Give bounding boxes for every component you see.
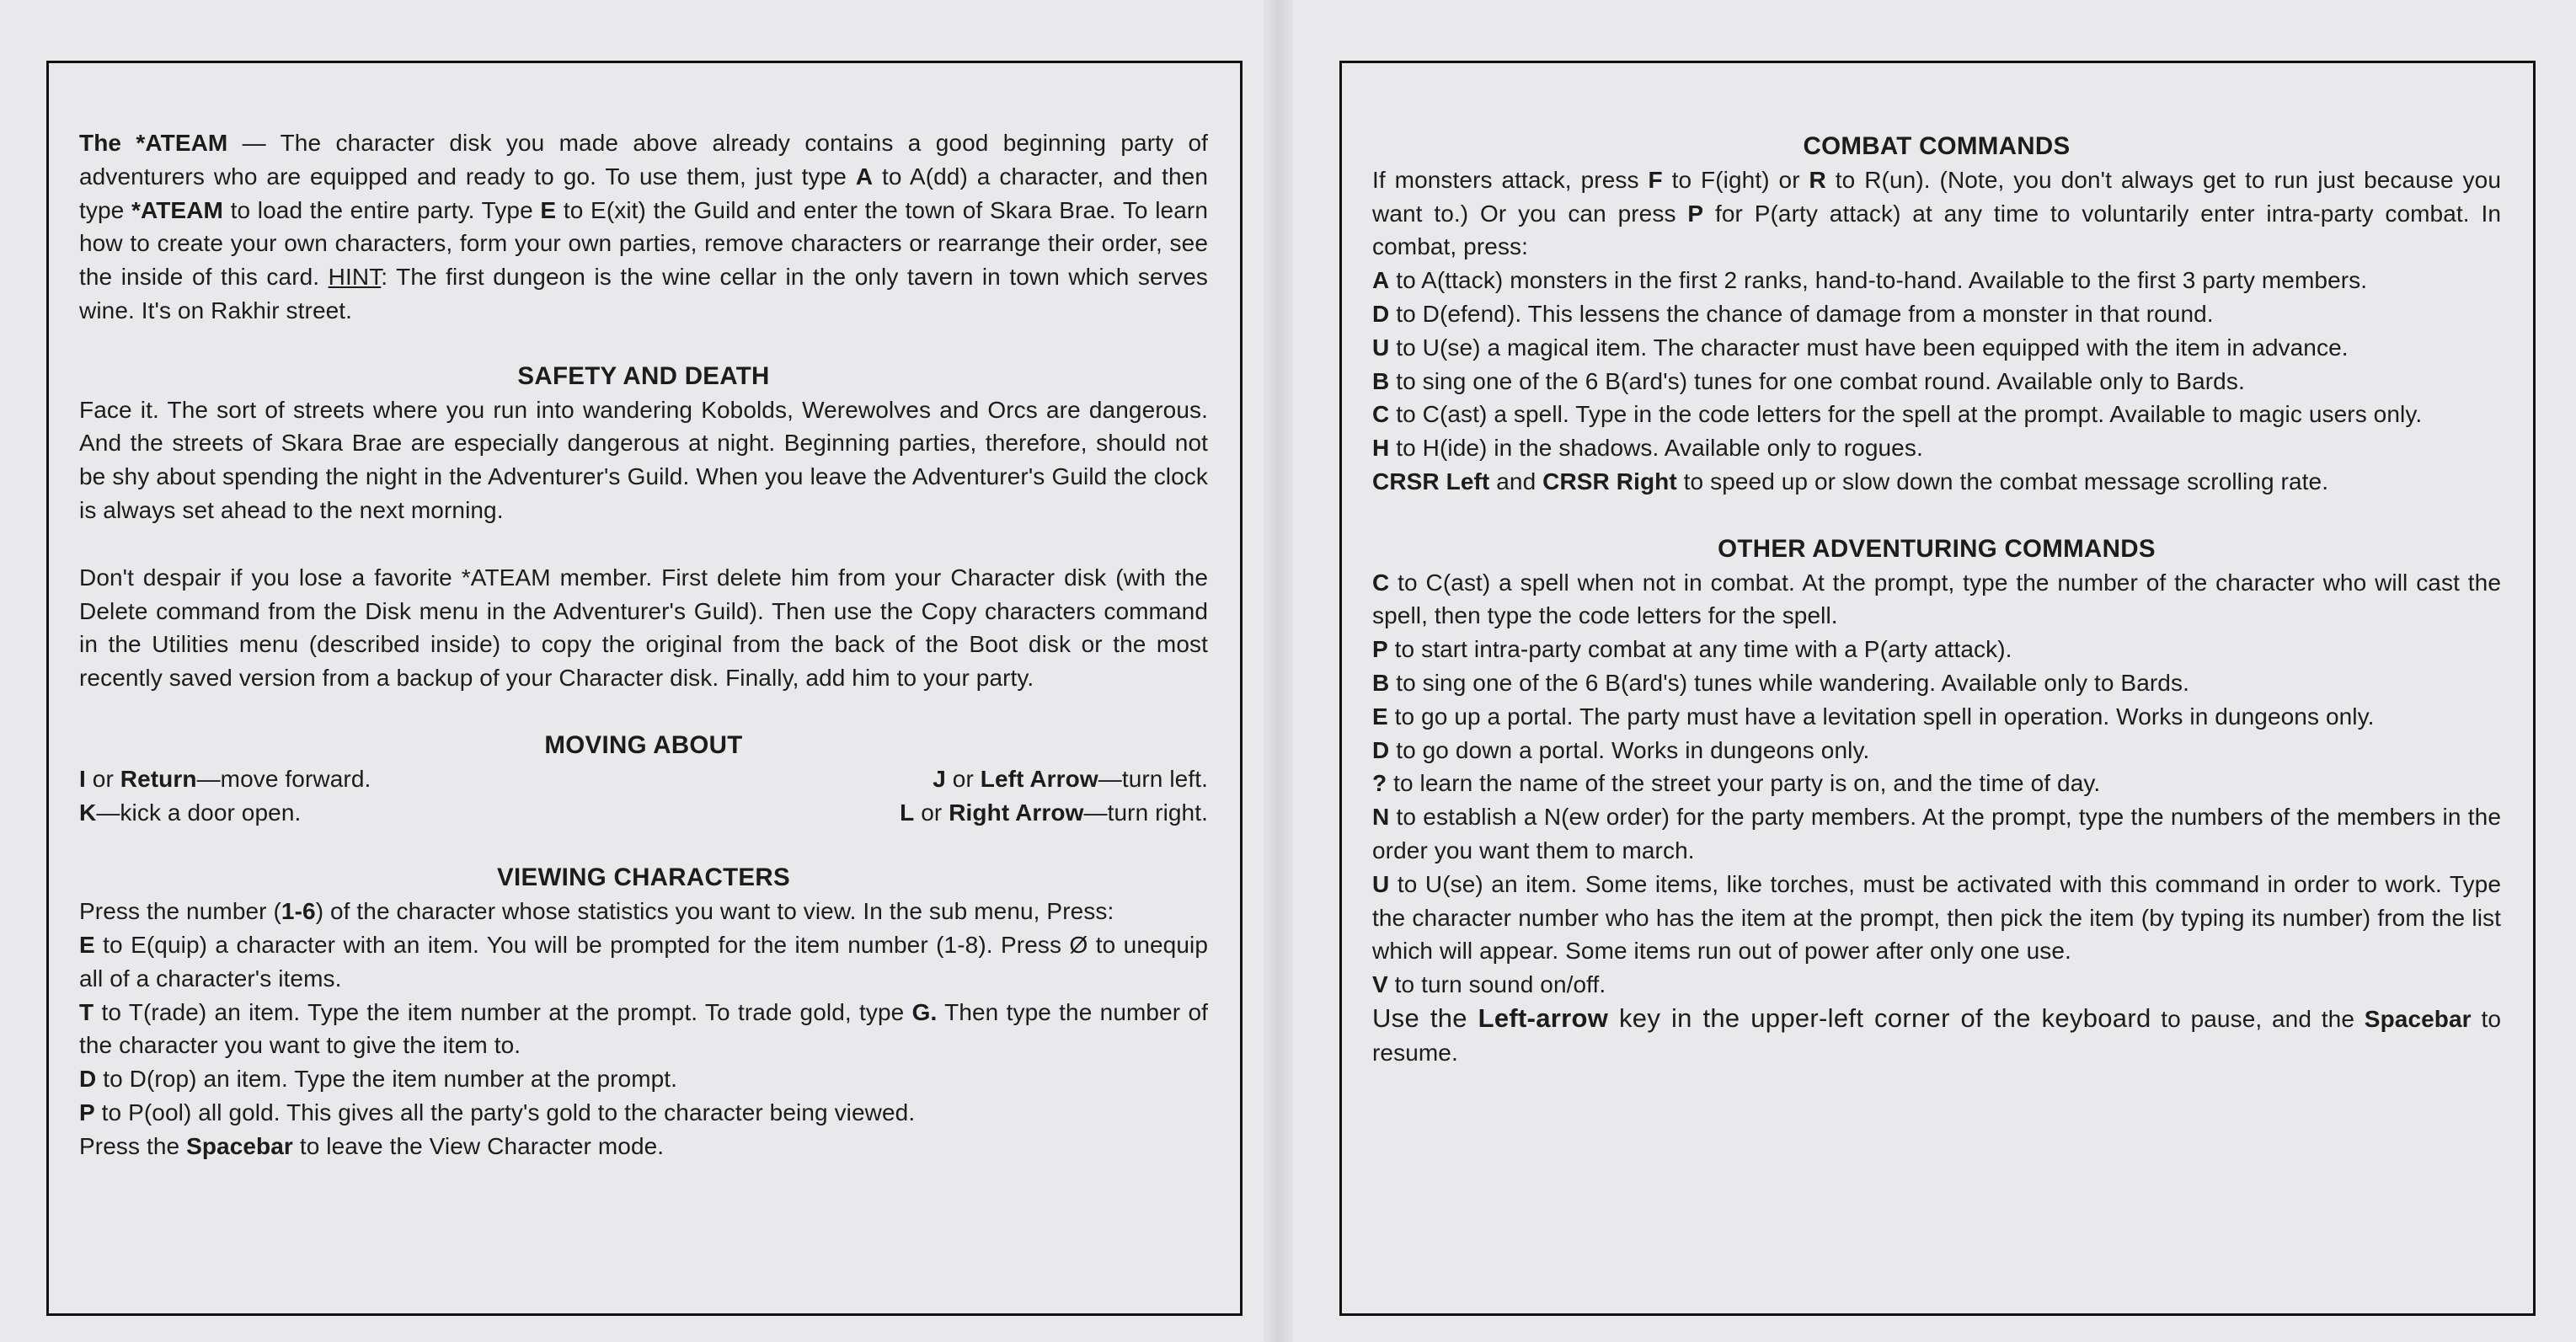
ateam-text: to load the entire party. Type (222, 196, 541, 223)
or-text: or (945, 765, 981, 792)
safety-paragraph-2: Don't despair if you lose a favorite *ATEAM member. First delete him from your Character disk (with the Delete command from the Disk menu in the Adventurer's Guild). Then use the Copy characters command in the Utilities menu (described inside) to copy the original from the back of the Boot disk or the most recently saved version from a backup of your Character disk. Finally, add him to your party. (79, 564, 1208, 692)
key-g: G. (911, 998, 938, 1025)
viewing-trade (79, 996, 1208, 1063)
other-portal-down (1372, 734, 2501, 767)
key-r: R (1809, 166, 1826, 193)
key-d: D (1372, 736, 1390, 763)
or-text: or (914, 799, 949, 826)
viewing-intro (79, 895, 1208, 928)
combat-bard (1372, 365, 2501, 398)
other-party (1372, 633, 2501, 666)
move-forward-text: —move forward. (196, 765, 371, 792)
moving-row-2 (79, 796, 1208, 830)
and-text: and (1489, 468, 1543, 495)
right-page-content (1372, 130, 2501, 1070)
key-a: A (855, 163, 874, 190)
combat-defend (1372, 297, 2501, 331)
use-text: to U(se) an item. Some items, like torches, must be activated with this command in order to work. Type the character number who has the item at the prompt, then pick the item (by typing its number) from the list which will appear. Some items run out of power after only one use. (1372, 870, 2501, 965)
crsr-text: to speed up or slow down the combat message scrolling rate. (1676, 468, 2329, 495)
safety-paragraph-1: Face it. The sort of streets where you run into wandering Kobolds, Werewolves and Orcs are dangerous. And the streets of Skara Brae are especially dangerous at night. Beginning parties, therefore, should not be shy about spending the night in the Adventurer's Guild. When you leave the Adventurer's Guild the clock is always set ahead to the next morning. (79, 396, 1208, 523)
key-p: P (1687, 200, 1704, 227)
combat-text: for P(arty attack) at any time to voluntarily enter intra-party combat. In combat, press: (1372, 200, 2502, 260)
key-spacebar: Spacebar (2364, 1005, 2472, 1032)
key-crsr-left: CRSR Left (1372, 468, 1490, 495)
combat-text: If monsters attack, press (1372, 166, 1649, 193)
key-left-arrow: Left-arrow (1478, 1002, 1609, 1033)
key-c: C (1372, 401, 1390, 428)
turn-left-text: —turn left. (1098, 765, 1208, 792)
viewing-spacebar (79, 1130, 1208, 1163)
other-sound (1372, 968, 2501, 1002)
hint-label: HINT (328, 264, 382, 291)
combat-use (1372, 331, 2501, 365)
left-page-content (79, 126, 1208, 1163)
portal-down-text: to go down a portal. Works in dungeons only. (1389, 736, 1870, 763)
ateam-text: — The character disk you made above already contains a good beginning party of adventurers who are equipped and ready to go. To use them, just type (79, 130, 1208, 190)
hide-text: to H(ide) in the shadows. Available only to rogues. (1389, 435, 1923, 462)
trade-text: to T(rade) an item. Type the item number at the prompt. To trade gold, type (94, 998, 912, 1025)
key-l: L (900, 799, 915, 826)
combat-text: to R(un). (Note, you don't always get to run just because you want to.) Or you can press (1372, 166, 2501, 227)
new-order-text: to establish a N(ew order) for the party members. At the prompt, type the numbers of the members in the order you want them to march. (1372, 804, 2501, 863)
or-text: or (85, 765, 120, 792)
key-right-arrow: Right Arrow (949, 799, 1084, 826)
other-pause (1372, 1002, 2501, 1070)
other-cast (1372, 566, 2501, 634)
party-text: to start intra-party combat at any time with a P(arty attack). (1387, 636, 2012, 663)
trade-text: Then type the number of the character you want to give the item to. (79, 998, 1209, 1059)
key-d: D (79, 1066, 97, 1093)
viewing-pool (79, 1096, 1208, 1130)
key-e: E (79, 931, 95, 958)
move-forward-cmd (79, 762, 371, 796)
key-e: E (1372, 703, 1388, 730)
spacebar-text: to leave the View Character mode. (292, 1132, 665, 1159)
key-c: C (1372, 569, 1390, 596)
key-u: U (1372, 334, 1390, 361)
key-k: K (79, 799, 97, 826)
cast-text: to C(ast) a spell when not in combat. At the prompt, type the number of the character who will cast the spell, then type the code letters for the spell. (1372, 569, 2501, 629)
combat-text: to F(ight) or (1662, 166, 1809, 193)
turn-left-cmd (933, 762, 1208, 796)
key-p: P (79, 1099, 95, 1125)
ateam-paragraph (79, 126, 1208, 328)
key-e: E (540, 196, 557, 223)
viewing-text: ) of the character whose statistics you want to view. In the sub menu, Press: (315, 898, 1114, 925)
ateam-text: to A(dd) a character, and then type (79, 163, 1208, 223)
viewing-text: Press the number ( (79, 898, 281, 925)
sound-text: to turn sound on/off. (1387, 971, 1606, 998)
key-f: F (1648, 166, 1663, 193)
other-heading: OTHER ADVENTURING COMMANDS (1718, 534, 2156, 563)
key-spacebar: Spacebar (186, 1132, 293, 1159)
pause-text: to pause, and the (2151, 1005, 2365, 1032)
other-bard (1372, 666, 2501, 700)
portal-up-text: to go up a portal. The party must have a levitation spell in operation. Works in dungeons only. (1387, 703, 2375, 730)
page-fold (1264, 0, 1293, 1342)
key-h: H (1372, 435, 1390, 462)
drop-text: to D(rop) an item. Type the item number at the prompt. (96, 1066, 678, 1093)
pool-text: to P(ool) all gold. This gives all the party's gold to the character being viewed. (94, 1099, 916, 1125)
pause-text: key in the upper-left corner of the keyboard (1608, 1002, 2151, 1033)
viewing-drop (79, 1062, 1208, 1096)
key-d: D (1372, 300, 1390, 327)
other-portal-up (1372, 700, 2501, 734)
equip-text: to E(quip) a character with an item. You will be prompted for the item number (1-8). Press Ø to unequip all of a character's items. (79, 931, 1208, 992)
combat-heading: COMBAT COMMANDS (1803, 132, 2071, 160)
key-i: I (79, 765, 86, 792)
key-t: T (79, 998, 94, 1025)
ateam-text: : The first dungeon is the wine cellar in the only tavern in town which serves wine. It's on Rakhir street. (79, 264, 1208, 323)
defend-text: to D(efend). This lessens the chance of damage from a monster in that round. (1389, 300, 2214, 327)
moving-heading: MOVING ABOUT (544, 730, 743, 759)
key-question: ? (1372, 770, 1387, 797)
safety-heading: SAFETY AND DEATH (517, 361, 770, 390)
key-b: B (1372, 669, 1390, 696)
turn-right-cmd (900, 796, 1208, 830)
moving-row-1 (79, 762, 1208, 796)
key-j: J (933, 765, 946, 792)
key-return: Return (120, 765, 197, 792)
combat-cast (1372, 398, 2501, 431)
other-new-order (1372, 800, 2501, 868)
pause-text: Use the (1372, 1002, 1478, 1033)
turn-right-text: —turn right. (1083, 799, 1208, 826)
kick-door-cmd (79, 796, 301, 830)
key-p: P (1372, 636, 1388, 663)
kick-door-text: —kick a door open. (96, 799, 302, 826)
cast-text: to C(ast) a spell. Type in the code letters for the spell at the prompt. Available to magic users only. (1389, 401, 2423, 428)
key-n: N (1372, 804, 1390, 831)
ateam-title: The *ATEAM (79, 130, 228, 156)
combat-hide (1372, 431, 2501, 465)
key-left-arrow: Left Arrow (980, 765, 1098, 792)
key-a: A (1372, 267, 1390, 294)
key-b: B (1372, 367, 1390, 394)
pause-text: to resume. (1372, 1005, 2501, 1066)
bard-text: to sing one of the 6 B(ard's) tunes while wandering. Available only to Bards. (1389, 669, 2189, 696)
key-crsr-right: CRSR Right (1542, 468, 1677, 495)
other-location (1372, 767, 2501, 800)
key-1-6: 1-6 (281, 898, 316, 925)
spacebar-text: Press the (79, 1132, 187, 1159)
other-use (1372, 868, 2501, 968)
combat-attack (1372, 264, 2501, 297)
key-ateam: *ATEAM (131, 196, 223, 223)
use-text: to U(se) a magical item. The character must have been equipped with the item in advance. (1389, 334, 2349, 361)
key-v: V (1372, 971, 1388, 998)
key-u: U (1372, 870, 1390, 897)
attack-text: to A(ttack) monsters in the first 2 ranks, hand-to-hand. Available to the first 3 party members. (1389, 267, 2368, 294)
viewing-heading: VIEWING CHARACTERS (497, 863, 790, 892)
combat-crsr (1372, 465, 2501, 499)
location-text: to learn the name of the street your party is on, and the time of day. (1387, 770, 2101, 797)
bard-text: to sing one of the 6 B(ard's) tunes for one combat round. Available only to Bards. (1389, 367, 2245, 394)
combat-intro (1372, 163, 2501, 264)
viewing-equip (79, 928, 1208, 996)
ateam-text: to E(xit) the Guild and enter the town of Skara Brae. To learn how to create your own characters, form your own parties, remove characters or rearrange their order, see the inside of this card. (79, 196, 1209, 291)
